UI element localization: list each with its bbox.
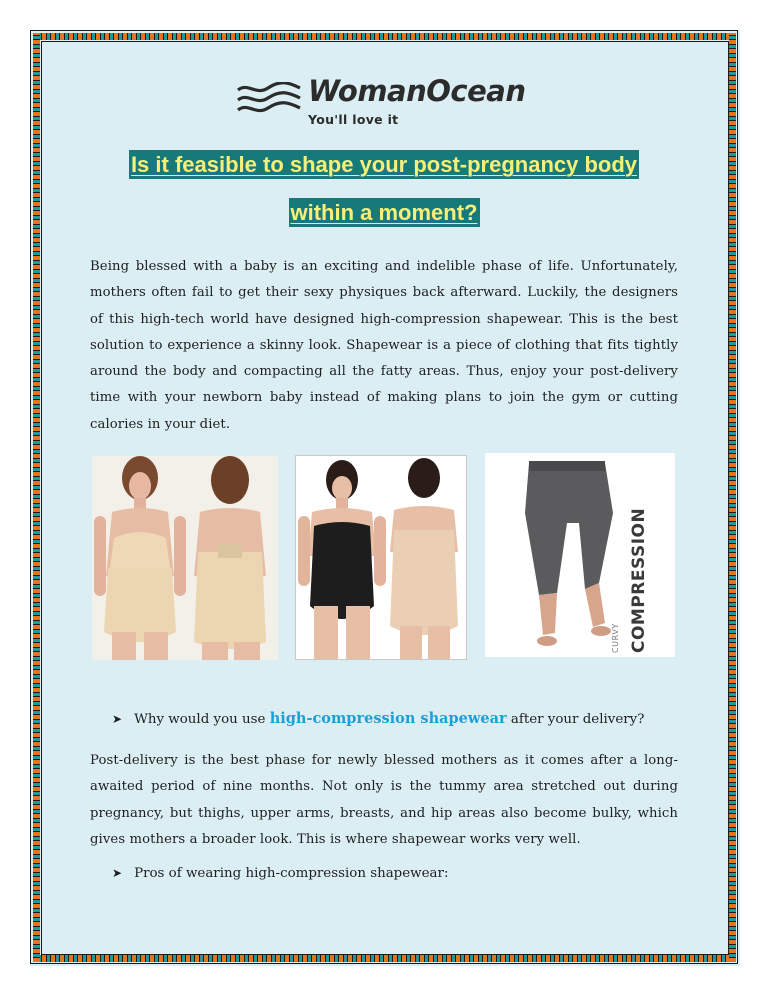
bullet-2-text: Pros of wearing high-compression shapewear: bbox=[134, 866, 449, 881]
post-delivery-paragraph: Post-delivery is the best phase for newly blessed mothers as it comes after a long-awaited period of nine months. Not only is the tummy area stretched out during pregnancy, but thighs, upper arms, breasts, and hip areas also become bulky, which gives mothers a broader look. This is where shapewear works very well. bbox=[90, 753, 678, 847]
headline-line-2-wrap bbox=[90, 198, 678, 227]
decorative-border-right bbox=[729, 33, 736, 962]
decorative-border-bottom bbox=[33, 955, 736, 962]
bullet-why-use bbox=[112, 710, 672, 727]
high-compression-shapewear-link[interactable]: high-compression shapewear bbox=[269, 710, 507, 727]
wave-lines-icon bbox=[236, 82, 302, 116]
curvy-label: CURVY bbox=[611, 623, 620, 653]
decorative-border-top bbox=[33, 33, 736, 40]
bullet-1-text-before: Why would you use bbox=[134, 712, 270, 727]
shapewear-photo-beige bbox=[92, 456, 278, 660]
headline-line-1-wrap bbox=[90, 150, 678, 179]
compression-label: COMPRESSION bbox=[629, 507, 649, 653]
headline-line-2: within a moment? bbox=[290, 200, 478, 225]
decorative-border-left bbox=[33, 33, 40, 962]
shapewear-photo-black-and-nude bbox=[295, 455, 467, 660]
brand-logo bbox=[236, 74, 536, 132]
bullet-1-text-after: after your delivery? bbox=[506, 712, 645, 727]
bullet-pros bbox=[112, 866, 672, 881]
headline-line-1: Is it feasible to shape your post-pregnancy body bbox=[130, 152, 638, 177]
compression-leggings-photo bbox=[485, 453, 675, 657]
logo-tagline: You'll love it bbox=[308, 112, 399, 127]
arrow-bullet-icon: ➤ bbox=[112, 712, 123, 726]
intro-paragraph: Being blessed with a baby is an exciting and indelible phase of life. Unfortunately, mothers often fail to get their sexy physiques back afterward. Luckily, the designers of this high-tech world have designed high-compression shapewear. This is the best solution to experience a skinny look. Shapewear is a piece of clothing that fits tightly around the body and compacting all the fatty areas. Thus, enjoy your post-delivery time with your newborn baby instead of making plans to join the gym or cutting calories in your diet. bbox=[90, 259, 678, 432]
arrow-bullet-icon: ➤ bbox=[112, 866, 123, 880]
logo-name: WomanOcean bbox=[308, 74, 526, 108]
